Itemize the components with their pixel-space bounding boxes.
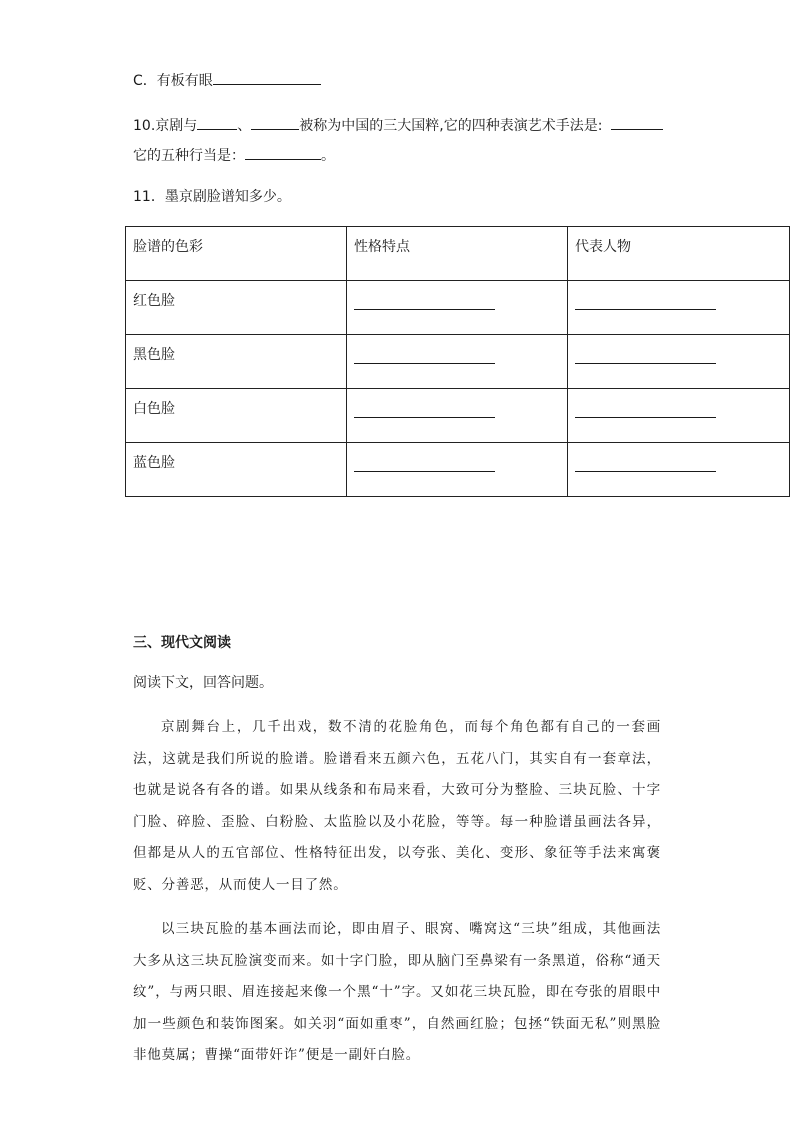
figure-cell[interactable] bbox=[568, 281, 790, 335]
header-figure: 代表人物 bbox=[568, 227, 790, 281]
answer-line bbox=[575, 471, 716, 472]
header-color: 脸谱的色彩 bbox=[126, 227, 347, 281]
table-row bbox=[126, 443, 790, 497]
q10-line2-prefix: 它的五种行当是： bbox=[133, 148, 245, 164]
figure-cell[interactable] bbox=[568, 443, 790, 497]
table-row bbox=[126, 389, 790, 443]
answer-line bbox=[354, 471, 495, 472]
table-row bbox=[126, 335, 790, 389]
q9-option-c-text: C．有板有眼 bbox=[133, 73, 213, 89]
essay-paragraph-1: 京剧舞台上，几千出戏，数不清的花脸角色，而每个角色都有自己的一套画法，这就是我们所说的脸谱。脸谱看来五颜六色，五花八门，其实自有一套章法，也就是说各有各的谱。如果从线条和布局来看，大致可分为整脸、三块瓦脸、十字门脸、碎脸、歪脸、白粉脸、太监脸以及小花脸，等等。每一种脸谱虽画法各异，但都是从人的五官部位、性格特征出发，以夸张、美化、变形、象征等手法来寓褒贬、分善恶，从而使人一目了然。 bbox=[133, 719, 661, 893]
q10-prefix: 10.京剧与 bbox=[133, 118, 198, 134]
answer-line bbox=[354, 417, 495, 418]
q10-blank-1[interactable] bbox=[197, 113, 237, 130]
table-row bbox=[126, 281, 790, 335]
trait-cell[interactable] bbox=[347, 389, 568, 443]
facial-mask-table bbox=[125, 226, 790, 497]
figure-cell[interactable] bbox=[568, 389, 790, 443]
row-color-blue: 蓝色脸 bbox=[126, 443, 347, 497]
header-trait: 性格特点 bbox=[347, 227, 568, 281]
q9-option-c bbox=[133, 68, 321, 91]
answer-line bbox=[575, 309, 716, 310]
q10-line1 bbox=[133, 113, 663, 136]
trait-cell[interactable] bbox=[347, 281, 568, 335]
q10-blank-4[interactable] bbox=[245, 143, 321, 160]
answer-line bbox=[575, 363, 716, 364]
answer-line bbox=[354, 309, 495, 310]
q10-line2-suffix: 。 bbox=[321, 148, 335, 164]
row-color-white: 白色脸 bbox=[126, 389, 347, 443]
row-color-black: 黑色脸 bbox=[126, 335, 347, 389]
essay-paragraph-2: 以三块瓦脸的基本画法而论，即由眉子、眼窝、嘴窝这“三块”组成，其他画法大多从这三块瓦脸演变而来。如十字门脸，即从脑门至鼻梁有一条黑道，俗称“通天纹”，与两只眼、眉连接起来像一个黑“十”字。又如花三块瓦脸，即在夸张的眉眼中加一些颜色和装饰图案。如关羽“面如重枣”，自然画红脸；包拯“铁面无私”则黑脸非他莫属；曹操“面带奸诈”便是一副奸白脸。 bbox=[133, 921, 661, 1063]
q10-blank-2[interactable] bbox=[251, 113, 299, 130]
q11-prompt: 11．墨京剧脸谱知多少。 bbox=[133, 189, 291, 205]
trait-cell[interactable] bbox=[347, 443, 568, 497]
row-color-red: 红色脸 bbox=[126, 281, 347, 335]
q10-line2 bbox=[133, 143, 335, 166]
q10-blank-3[interactable] bbox=[611, 113, 663, 130]
q9-answer-blank[interactable] bbox=[213, 68, 321, 85]
q10-separator: 、 bbox=[237, 118, 252, 134]
table-header-row bbox=[126, 227, 790, 281]
figure-cell[interactable] bbox=[568, 335, 790, 389]
answer-line bbox=[354, 363, 495, 364]
section-title: 三、现代文阅读 bbox=[133, 635, 231, 651]
answer-line bbox=[575, 417, 716, 418]
reading-instruction: 阅读下文，回答问题。 bbox=[133, 675, 273, 691]
trait-cell[interactable] bbox=[347, 335, 568, 389]
q10-middle: 被称为中国的三大国粹,它的四种表演艺术手法是: bbox=[299, 118, 603, 134]
